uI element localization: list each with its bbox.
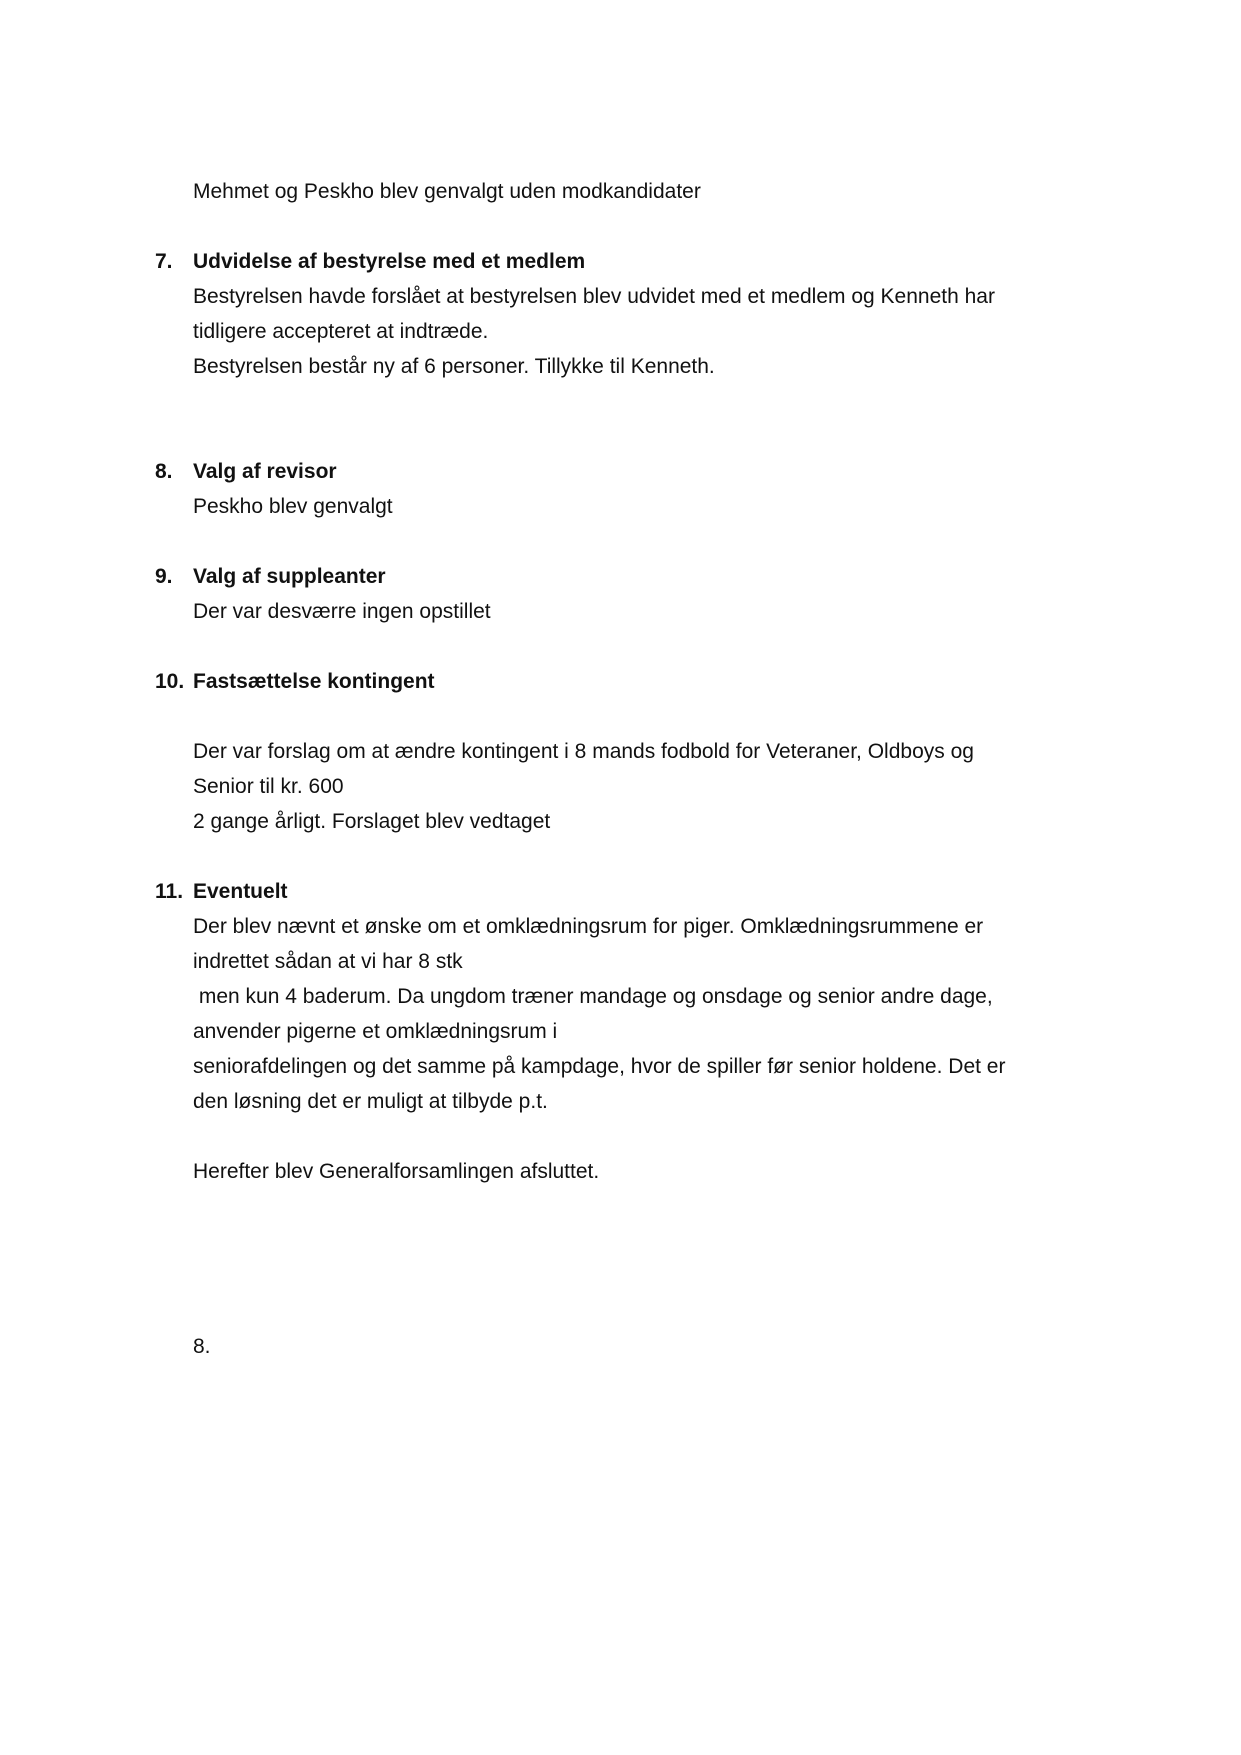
section-9-line-1: Der var desværre ingen opstillet: [193, 600, 491, 623]
section-11-heading: [155, 878, 288, 906]
section-10-line-2: Senior til kr. 600: [193, 775, 344, 798]
intro-text: Mehmet og Peskho blev genvalgt uden modkandidater: [193, 180, 701, 203]
section-10-title: Fastsættelse kontingent: [193, 670, 435, 693]
section-11-title: Eventuelt: [193, 880, 288, 903]
closing-text: Herefter blev Generalforsamlingen afsluttet.: [193, 1160, 600, 1183]
page-number: 8.: [193, 1335, 211, 1358]
section-8-line-1: Peskho blev genvalgt: [193, 495, 393, 518]
section-7-title: Udvidelse af bestyrelse med et medlem: [193, 250, 586, 273]
section-9-number: 9.: [155, 565, 173, 588]
section-7-line-1: Bestyrelsen havde forslået at bestyrelsen blev udvidet med et medlem og Kenneth har: [193, 285, 995, 308]
section-10-heading: [155, 668, 435, 696]
section-8-title: Valg af revisor: [193, 460, 337, 483]
section-8-heading: [155, 458, 337, 486]
section-11-line-4: anvender pigerne et omklædningsrum i: [193, 1020, 558, 1043]
section-9-heading: [155, 563, 386, 591]
section-11-number: 11.: [155, 880, 184, 903]
section-11-line-5: seniorafdelingen og det samme på kampdage, hvor de spiller før senior holdene. Det er: [193, 1055, 1006, 1078]
section-11-line-1: Der blev nævnt et ønske om et omklædningsrum for piger. Omklædningsrummene er: [193, 915, 984, 938]
section-11-line-3: men kun 4 baderum. Da ungdom træner mandage og onsdage og senior andre dage,: [193, 985, 993, 1008]
section-7-number: 7.: [155, 250, 173, 273]
section-8-number: 8.: [155, 460, 173, 483]
section-11-line-6: den løsning det er muligt at tilbyde p.t.: [193, 1090, 548, 1113]
section-7-line-2: tidligere accepteret at indtræde.: [193, 320, 489, 343]
section-10-line-3: 2 gange årligt. Forslaget blev vedtaget: [193, 810, 551, 833]
section-7-line-3: Bestyrelsen består ny af 6 personer. Tillykke til Kenneth.: [193, 355, 715, 378]
section-7-heading: [155, 248, 585, 276]
section-10-line-1: Der var forslag om at ændre kontingent i 8 mands fodbold for Veteraner, Oldboys og: [193, 740, 974, 763]
section-9-title: Valg af suppleanter: [193, 565, 386, 588]
section-10-number: 10.: [155, 670, 185, 693]
section-11-line-2: indrettet sådan at vi har 8 stk: [193, 950, 463, 973]
